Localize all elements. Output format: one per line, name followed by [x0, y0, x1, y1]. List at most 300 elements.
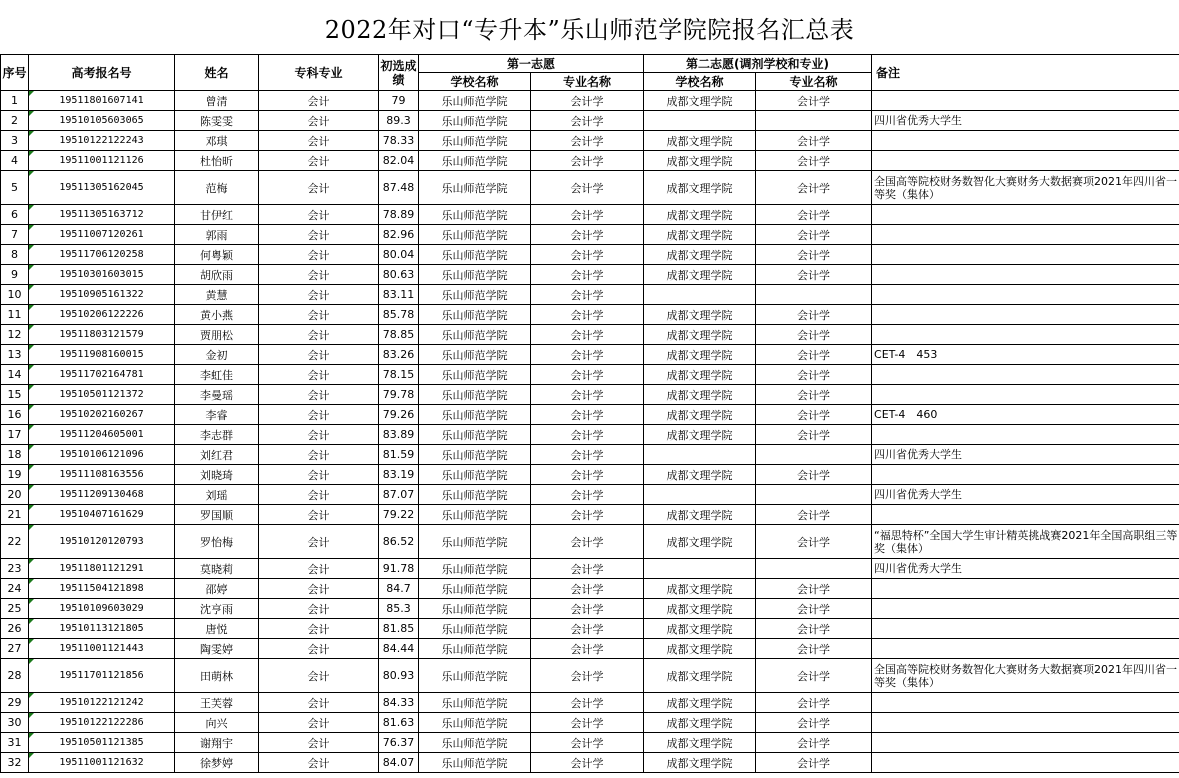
cell-major[interactable]: 会计 — [259, 131, 379, 151]
cell-major[interactable]: 会计 — [259, 733, 379, 753]
cell-idx[interactable]: 23 — [1, 559, 29, 579]
cell-note[interactable] — [872, 599, 1179, 619]
cell-name[interactable]: 邓琪 — [175, 131, 259, 151]
cell-idx[interactable]: 19 — [1, 465, 29, 485]
cell-school-1[interactable]: 乐山师范学院 — [419, 305, 531, 325]
cell-major-2[interactable]: 会计学 — [756, 733, 872, 753]
cell-name[interactable]: 贾朋松 — [175, 325, 259, 345]
cell-note[interactable] — [872, 131, 1179, 151]
cell-idx[interactable]: 24 — [1, 579, 29, 599]
cell-score[interactable]: 84.7 — [379, 579, 419, 599]
cell-score[interactable]: 83.19 — [379, 465, 419, 485]
cell-school-2[interactable] — [644, 559, 756, 579]
cell-school-1[interactable]: 乐山师范学院 — [419, 285, 531, 305]
cell-major-2[interactable]: 会计学 — [756, 385, 872, 405]
cell-major[interactable]: 会计 — [259, 205, 379, 225]
cell-school-1[interactable]: 乐山师范学院 — [419, 485, 531, 505]
cell-major[interactable]: 会计 — [259, 559, 379, 579]
cell-exam-no[interactable]: 19510501121385 — [29, 733, 175, 753]
cell-idx[interactable]: 29 — [1, 693, 29, 713]
cell-score[interactable]: 80.93 — [379, 659, 419, 693]
cell-school-2[interactable]: 成都文理学院 — [644, 425, 756, 445]
cell-major-1[interactable]: 会计学 — [531, 733, 644, 753]
cell-major-2[interactable]: 会计学 — [756, 579, 872, 599]
cell-major-2[interactable]: 会计学 — [756, 405, 872, 425]
cell-major-1[interactable]: 会计学 — [531, 385, 644, 405]
cell-school-2[interactable]: 成都文理学院 — [644, 599, 756, 619]
cell-major-1[interactable]: 会计学 — [531, 131, 644, 151]
cell-note[interactable] — [872, 505, 1179, 525]
cell-school-1[interactable]: 乐山师范学院 — [419, 345, 531, 365]
cell-major-1[interactable]: 会计学 — [531, 659, 644, 693]
cell-major[interactable]: 会计 — [259, 713, 379, 733]
cell-idx[interactable]: 22 — [1, 525, 29, 559]
cell-note[interactable]: CET-4 453 — [872, 345, 1179, 365]
cell-idx[interactable]: 9 — [1, 265, 29, 285]
cell-note[interactable]: 四川省优秀大学生 — [872, 559, 1179, 579]
cell-name[interactable]: 谢翔宇 — [175, 733, 259, 753]
cell-idx[interactable]: 12 — [1, 325, 29, 345]
cell-school-2[interactable]: 成都文理学院 — [644, 171, 756, 205]
cell-school-2[interactable]: 成都文理学院 — [644, 405, 756, 425]
cell-school-2[interactable]: 成都文理学院 — [644, 525, 756, 559]
cell-exam-no[interactable]: 19510501121372 — [29, 385, 175, 405]
cell-score[interactable]: 83.89 — [379, 425, 419, 445]
cell-major-1[interactable]: 会计学 — [531, 325, 644, 345]
cell-score[interactable]: 81.63 — [379, 713, 419, 733]
cell-score[interactable]: 83.26 — [379, 345, 419, 365]
cell-exam-no[interactable]: 19511001121632 — [29, 753, 175, 773]
cell-note[interactable]: “福思特杯”全国大学生审计精英挑战赛2021年全国高职组三等奖（集体） — [872, 525, 1179, 559]
cell-major-1[interactable]: 会计学 — [531, 559, 644, 579]
cell-major-2[interactable] — [756, 285, 872, 305]
cell-school-1[interactable]: 乐山师范学院 — [419, 713, 531, 733]
cell-name[interactable]: 黄小燕 — [175, 305, 259, 325]
cell-school-2[interactable]: 成都文理学院 — [644, 659, 756, 693]
cell-major-1[interactable]: 会计学 — [531, 525, 644, 559]
cell-name[interactable]: 罗国顺 — [175, 505, 259, 525]
cell-name[interactable]: 胡欣雨 — [175, 265, 259, 285]
cell-school-2[interactable]: 成都文理学院 — [644, 753, 756, 773]
cell-major-1[interactable]: 会计学 — [531, 111, 644, 131]
cell-major-2[interactable]: 会计学 — [756, 465, 872, 485]
cell-major[interactable]: 会计 — [259, 151, 379, 171]
cell-note[interactable] — [872, 225, 1179, 245]
cell-note[interactable] — [872, 619, 1179, 639]
cell-school-1[interactable]: 乐山师范学院 — [419, 205, 531, 225]
cell-note[interactable] — [872, 205, 1179, 225]
cell-name[interactable]: 陶雯婷 — [175, 639, 259, 659]
cell-name[interactable]: 王芙蓉 — [175, 693, 259, 713]
cell-major-1[interactable]: 会计学 — [531, 599, 644, 619]
cell-major-2[interactable] — [756, 485, 872, 505]
cell-exam-no[interactable]: 19510122121242 — [29, 693, 175, 713]
cell-major-1[interactable]: 会计学 — [531, 405, 644, 425]
cell-exam-no[interactable]: 19510301603015 — [29, 265, 175, 285]
cell-idx[interactable]: 3 — [1, 131, 29, 151]
cell-score[interactable]: 79.78 — [379, 385, 419, 405]
cell-major[interactable]: 会计 — [259, 111, 379, 131]
cell-school-1[interactable]: 乐山师范学院 — [419, 425, 531, 445]
cell-idx[interactable]: 17 — [1, 425, 29, 445]
cell-idx[interactable]: 20 — [1, 485, 29, 505]
cell-score[interactable]: 80.04 — [379, 245, 419, 265]
cell-note[interactable] — [872, 713, 1179, 733]
cell-score[interactable]: 81.85 — [379, 619, 419, 639]
cell-idx[interactable]: 27 — [1, 639, 29, 659]
cell-note[interactable] — [872, 265, 1179, 285]
cell-exam-no[interactable]: 19511209130468 — [29, 485, 175, 505]
cell-exam-no[interactable]: 19510120120793 — [29, 525, 175, 559]
cell-major-2[interactable]: 会计学 — [756, 505, 872, 525]
cell-note[interactable] — [872, 579, 1179, 599]
cell-exam-no[interactable]: 19510206122226 — [29, 305, 175, 325]
cell-name[interactable]: 范梅 — [175, 171, 259, 205]
cell-idx[interactable]: 28 — [1, 659, 29, 693]
cell-note[interactable] — [872, 285, 1179, 305]
cell-exam-no[interactable]: 19510122122286 — [29, 713, 175, 733]
cell-name[interactable]: 郭雨 — [175, 225, 259, 245]
cell-major[interactable]: 会计 — [259, 385, 379, 405]
cell-note[interactable] — [872, 151, 1179, 171]
cell-score[interactable]: 79 — [379, 91, 419, 111]
cell-exam-no[interactable]: 19511504121898 — [29, 579, 175, 599]
cell-note[interactable] — [872, 325, 1179, 345]
cell-major[interactable]: 会计 — [259, 659, 379, 693]
cell-major-1[interactable]: 会计学 — [531, 305, 644, 325]
cell-name[interactable]: 唐悦 — [175, 619, 259, 639]
cell-school-1[interactable]: 乐山师范学院 — [419, 619, 531, 639]
cell-idx[interactable]: 2 — [1, 111, 29, 131]
cell-major-2[interactable]: 会计学 — [756, 525, 872, 559]
cell-school-1[interactable]: 乐山师范学院 — [419, 659, 531, 693]
cell-name[interactable]: 杜怡昕 — [175, 151, 259, 171]
cell-idx[interactable]: 14 — [1, 365, 29, 385]
cell-major-2[interactable] — [756, 111, 872, 131]
cell-name[interactable]: 邵婷 — [175, 579, 259, 599]
cell-major-2[interactable]: 会计学 — [756, 131, 872, 151]
cell-exam-no[interactable]: 19510106121096 — [29, 445, 175, 465]
cell-school-1[interactable]: 乐山师范学院 — [419, 111, 531, 131]
cell-major[interactable]: 会计 — [259, 599, 379, 619]
cell-name[interactable]: 莫晓莉 — [175, 559, 259, 579]
cell-major[interactable]: 会计 — [259, 285, 379, 305]
cell-school-2[interactable]: 成都文理学院 — [644, 365, 756, 385]
cell-exam-no[interactable]: 19511305162045 — [29, 171, 175, 205]
cell-score[interactable]: 78.33 — [379, 131, 419, 151]
cell-exam-no[interactable]: 19511706120258 — [29, 245, 175, 265]
cell-score[interactable]: 85.78 — [379, 305, 419, 325]
cell-school-2[interactable] — [644, 485, 756, 505]
cell-score[interactable]: 85.3 — [379, 599, 419, 619]
cell-idx[interactable]: 15 — [1, 385, 29, 405]
cell-major-1[interactable]: 会计学 — [531, 505, 644, 525]
cell-exam-no[interactable]: 19511908160015 — [29, 345, 175, 365]
cell-exam-no[interactable]: 19510105603065 — [29, 111, 175, 131]
cell-idx[interactable]: 25 — [1, 599, 29, 619]
cell-exam-no[interactable]: 19511204605001 — [29, 425, 175, 445]
cell-major[interactable]: 会计 — [259, 425, 379, 445]
cell-major-2[interactable]: 会计学 — [756, 171, 872, 205]
cell-name[interactable]: 陈雯雯 — [175, 111, 259, 131]
cell-major-2[interactable]: 会计学 — [756, 619, 872, 639]
cell-score[interactable]: 81.59 — [379, 445, 419, 465]
cell-major-1[interactable]: 会计学 — [531, 245, 644, 265]
cell-school-1[interactable]: 乐山师范学院 — [419, 171, 531, 205]
cell-major[interactable]: 会计 — [259, 225, 379, 245]
cell-major-2[interactable]: 会计学 — [756, 599, 872, 619]
cell-note[interactable] — [872, 91, 1179, 111]
cell-major-2[interactable]: 会计学 — [756, 325, 872, 345]
cell-exam-no[interactable]: 19510113121805 — [29, 619, 175, 639]
cell-name[interactable]: 黄慧 — [175, 285, 259, 305]
cell-major-1[interactable]: 会计学 — [531, 285, 644, 305]
cell-school-1[interactable]: 乐山师范学院 — [419, 693, 531, 713]
cell-major-2[interactable]: 会计学 — [756, 205, 872, 225]
cell-major-2[interactable]: 会计学 — [756, 91, 872, 111]
cell-school-1[interactable]: 乐山师范学院 — [419, 639, 531, 659]
cell-school-2[interactable]: 成都文理学院 — [644, 225, 756, 245]
cell-major[interactable]: 会计 — [259, 639, 379, 659]
cell-school-2[interactable]: 成都文理学院 — [644, 465, 756, 485]
cell-school-2[interactable]: 成都文理学院 — [644, 265, 756, 285]
cell-idx[interactable]: 32 — [1, 753, 29, 773]
cell-school-2[interactable]: 成都文理学院 — [644, 91, 756, 111]
cell-idx[interactable]: 16 — [1, 405, 29, 425]
cell-school-1[interactable]: 乐山师范学院 — [419, 579, 531, 599]
cell-major[interactable]: 会计 — [259, 265, 379, 285]
cell-name[interactable]: 曾清 — [175, 91, 259, 111]
cell-major[interactable]: 会计 — [259, 753, 379, 773]
cell-major-1[interactable]: 会计学 — [531, 693, 644, 713]
cell-idx[interactable]: 11 — [1, 305, 29, 325]
cell-school-2[interactable]: 成都文理学院 — [644, 639, 756, 659]
cell-idx[interactable]: 4 — [1, 151, 29, 171]
cell-major-1[interactable]: 会计学 — [531, 465, 644, 485]
cell-exam-no[interactable]: 19511803121579 — [29, 325, 175, 345]
cell-exam-no[interactable]: 19510109603029 — [29, 599, 175, 619]
cell-major-2[interactable]: 会计学 — [756, 753, 872, 773]
cell-idx[interactable]: 26 — [1, 619, 29, 639]
cell-major[interactable]: 会计 — [259, 445, 379, 465]
cell-major-1[interactable]: 会计学 — [531, 265, 644, 285]
cell-major-1[interactable]: 会计学 — [531, 171, 644, 205]
cell-note[interactable]: 全国高等院校财务数智化大赛财务大数据赛项2021年四川省一等奖（集体） — [872, 171, 1179, 205]
cell-school-2[interactable]: 成都文理学院 — [644, 693, 756, 713]
cell-name[interactable]: 金初 — [175, 345, 259, 365]
cell-exam-no[interactable]: 19511801121291 — [29, 559, 175, 579]
cell-note[interactable]: 全国高等院校财务数智化大赛财务大数据赛项2021年四川省一等奖（集体） — [872, 659, 1179, 693]
cell-major-2[interactable]: 会计学 — [756, 305, 872, 325]
cell-school-2[interactable]: 成都文理学院 — [644, 131, 756, 151]
cell-major-1[interactable]: 会计学 — [531, 619, 644, 639]
cell-score[interactable]: 82.96 — [379, 225, 419, 245]
cell-major[interactable]: 会计 — [259, 325, 379, 345]
cell-school-1[interactable]: 乐山师范学院 — [419, 733, 531, 753]
cell-major-1[interactable]: 会计学 — [531, 365, 644, 385]
cell-score[interactable]: 84.07 — [379, 753, 419, 773]
cell-score[interactable]: 82.04 — [379, 151, 419, 171]
cell-major-1[interactable]: 会计学 — [531, 639, 644, 659]
cell-school-2[interactable]: 成都文理学院 — [644, 151, 756, 171]
cell-major-1[interactable]: 会计学 — [531, 753, 644, 773]
cell-school-1[interactable]: 乐山师范学院 — [419, 225, 531, 245]
cell-score[interactable]: 87.48 — [379, 171, 419, 205]
cell-score[interactable]: 79.26 — [379, 405, 419, 425]
cell-exam-no[interactable]: 19510905161322 — [29, 285, 175, 305]
cell-name[interactable]: 刘瑶 — [175, 485, 259, 505]
cell-major-2[interactable]: 会计学 — [756, 345, 872, 365]
cell-major-1[interactable]: 会计学 — [531, 91, 644, 111]
cell-school-1[interactable]: 乐山师范学院 — [419, 465, 531, 485]
cell-name[interactable]: 李曼瑶 — [175, 385, 259, 405]
cell-exam-no[interactable]: 19511108163556 — [29, 465, 175, 485]
cell-school-1[interactable]: 乐山师范学院 — [419, 505, 531, 525]
cell-exam-no[interactable]: 19510122122243 — [29, 131, 175, 151]
cell-major[interactable]: 会计 — [259, 579, 379, 599]
cell-idx[interactable]: 21 — [1, 505, 29, 525]
cell-note[interactable]: 四川省优秀大学生 — [872, 111, 1179, 131]
cell-major-2[interactable]: 会计学 — [756, 365, 872, 385]
cell-name[interactable]: 李睿 — [175, 405, 259, 425]
cell-note[interactable] — [872, 305, 1179, 325]
cell-major[interactable]: 会计 — [259, 305, 379, 325]
cell-major-2[interactable]: 会计学 — [756, 225, 872, 245]
cell-exam-no[interactable]: 19511801607141 — [29, 91, 175, 111]
cell-school-2[interactable]: 成都文理学院 — [644, 345, 756, 365]
cell-major-1[interactable]: 会计学 — [531, 205, 644, 225]
cell-score[interactable]: 80.63 — [379, 265, 419, 285]
cell-school-1[interactable]: 乐山师范学院 — [419, 385, 531, 405]
cell-name[interactable]: 向兴 — [175, 713, 259, 733]
cell-major-2[interactable]: 会计学 — [756, 693, 872, 713]
cell-major-1[interactable]: 会计学 — [531, 151, 644, 171]
cell-school-2[interactable]: 成都文理学院 — [644, 619, 756, 639]
cell-school-2[interactable] — [644, 111, 756, 131]
cell-school-1[interactable]: 乐山师范学院 — [419, 525, 531, 559]
cell-score[interactable]: 78.85 — [379, 325, 419, 345]
cell-major-1[interactable]: 会计学 — [531, 485, 644, 505]
cell-idx[interactable]: 10 — [1, 285, 29, 305]
cell-exam-no[interactable]: 19510202160267 — [29, 405, 175, 425]
cell-major[interactable]: 会计 — [259, 171, 379, 205]
cell-note[interactable]: CET-4 460 — [872, 405, 1179, 425]
cell-name[interactable]: 何粤颖 — [175, 245, 259, 265]
cell-major[interactable]: 会计 — [259, 245, 379, 265]
cell-school-2[interactable]: 成都文理学院 — [644, 733, 756, 753]
cell-major-2[interactable] — [756, 445, 872, 465]
cell-major[interactable]: 会计 — [259, 693, 379, 713]
cell-idx[interactable]: 7 — [1, 225, 29, 245]
cell-name[interactable]: 刘晓琦 — [175, 465, 259, 485]
cell-major-1[interactable]: 会计学 — [531, 445, 644, 465]
cell-idx[interactable]: 30 — [1, 713, 29, 733]
cell-idx[interactable]: 6 — [1, 205, 29, 225]
cell-exam-no[interactable]: 19511001121126 — [29, 151, 175, 171]
cell-note[interactable] — [872, 385, 1179, 405]
cell-school-2[interactable]: 成都文理学院 — [644, 579, 756, 599]
cell-major[interactable]: 会计 — [259, 485, 379, 505]
cell-score[interactable]: 76.37 — [379, 733, 419, 753]
cell-idx[interactable]: 8 — [1, 245, 29, 265]
cell-school-1[interactable]: 乐山师范学院 — [419, 445, 531, 465]
cell-school-1[interactable]: 乐山师范学院 — [419, 753, 531, 773]
cell-name[interactable]: 徐梦婷 — [175, 753, 259, 773]
cell-score[interactable]: 89.3 — [379, 111, 419, 131]
cell-score[interactable]: 86.52 — [379, 525, 419, 559]
cell-score[interactable]: 87.07 — [379, 485, 419, 505]
cell-note[interactable]: 四川省优秀大学生 — [872, 445, 1179, 465]
cell-score[interactable]: 84.33 — [379, 693, 419, 713]
cell-idx[interactable]: 1 — [1, 91, 29, 111]
cell-school-2[interactable]: 成都文理学院 — [644, 305, 756, 325]
cell-exam-no[interactable]: 19510407161629 — [29, 505, 175, 525]
cell-school-2[interactable]: 成都文理学院 — [644, 325, 756, 345]
cell-exam-no[interactable]: 19511007120261 — [29, 225, 175, 245]
cell-school-1[interactable]: 乐山师范学院 — [419, 245, 531, 265]
cell-major[interactable]: 会计 — [259, 505, 379, 525]
cell-school-1[interactable]: 乐山师范学院 — [419, 599, 531, 619]
cell-major[interactable]: 会计 — [259, 365, 379, 385]
cell-major-2[interactable]: 会计学 — [756, 245, 872, 265]
cell-major-1[interactable]: 会计学 — [531, 425, 644, 445]
cell-school-1[interactable]: 乐山师范学院 — [419, 405, 531, 425]
cell-idx[interactable]: 13 — [1, 345, 29, 365]
cell-major-2[interactable]: 会计学 — [756, 151, 872, 171]
cell-name[interactable]: 刘红君 — [175, 445, 259, 465]
cell-name[interactable]: 李志群 — [175, 425, 259, 445]
cell-note[interactable]: 四川省优秀大学生 — [872, 485, 1179, 505]
cell-major-2[interactable]: 会计学 — [756, 425, 872, 445]
cell-note[interactable] — [872, 753, 1179, 773]
cell-major-2[interactable] — [756, 559, 872, 579]
cell-major[interactable]: 会计 — [259, 91, 379, 111]
cell-major-1[interactable]: 会计学 — [531, 579, 644, 599]
cell-name[interactable]: 李虹佳 — [175, 365, 259, 385]
cell-score[interactable]: 78.15 — [379, 365, 419, 385]
cell-score[interactable]: 83.11 — [379, 285, 419, 305]
cell-exam-no[interactable]: 19511702164781 — [29, 365, 175, 385]
cell-exam-no[interactable]: 19511701121856 — [29, 659, 175, 693]
cell-school-2[interactable] — [644, 285, 756, 305]
cell-note[interactable] — [872, 639, 1179, 659]
cell-score[interactable]: 91.78 — [379, 559, 419, 579]
cell-major[interactable]: 会计 — [259, 525, 379, 559]
cell-major-1[interactable]: 会计学 — [531, 713, 644, 733]
cell-school-1[interactable]: 乐山师范学院 — [419, 131, 531, 151]
cell-note[interactable] — [872, 733, 1179, 753]
cell-school-1[interactable]: 乐山师范学院 — [419, 325, 531, 345]
cell-exam-no[interactable]: 19511001121443 — [29, 639, 175, 659]
cell-school-1[interactable]: 乐山师范学院 — [419, 265, 531, 285]
cell-major-1[interactable]: 会计学 — [531, 345, 644, 365]
cell-major-2[interactable]: 会计学 — [756, 265, 872, 285]
cell-school-2[interactable]: 成都文理学院 — [644, 385, 756, 405]
cell-major[interactable]: 会计 — [259, 465, 379, 485]
cell-major-2[interactable]: 会计学 — [756, 659, 872, 693]
cell-major-2[interactable]: 会计学 — [756, 713, 872, 733]
cell-name[interactable]: 田萌林 — [175, 659, 259, 693]
cell-name[interactable]: 甘伊红 — [175, 205, 259, 225]
cell-note[interactable] — [872, 425, 1179, 445]
cell-name[interactable]: 沈亨雨 — [175, 599, 259, 619]
cell-note[interactable] — [872, 245, 1179, 265]
cell-score[interactable]: 78.89 — [379, 205, 419, 225]
cell-school-1[interactable]: 乐山师范学院 — [419, 151, 531, 171]
cell-idx[interactable]: 5 — [1, 171, 29, 205]
cell-note[interactable] — [872, 465, 1179, 485]
cell-school-2[interactable] — [644, 445, 756, 465]
